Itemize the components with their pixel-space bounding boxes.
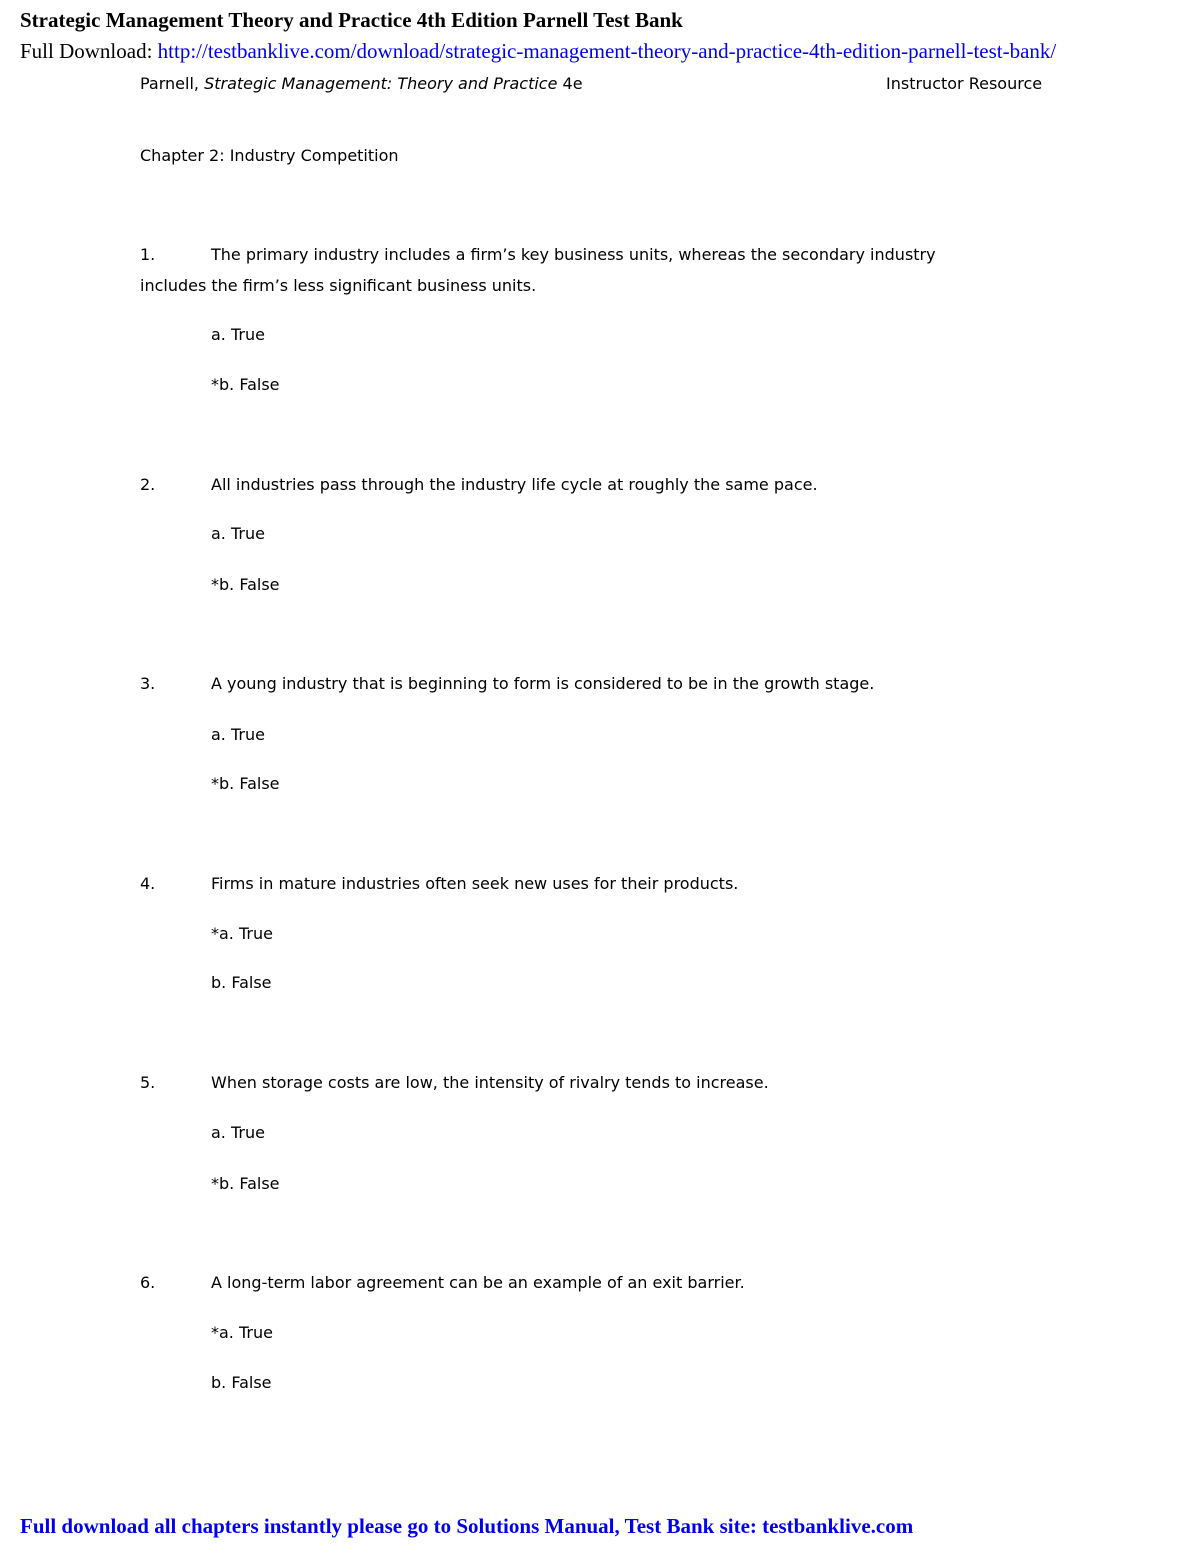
question-number: 1. [140,245,156,264]
download-label: Full Download: [20,39,158,63]
option-a: a. True [211,524,265,543]
running-header-left [140,74,583,93]
question-text: The primary industry includes a firm’s key business units, whereas the secondary industry [211,245,936,264]
chapter-heading: Chapter 2: Industry Competition [140,146,399,165]
question-number: 2. [140,475,156,494]
option-b: *b. False [211,575,280,594]
question-number: 5. [140,1073,156,1092]
question-number: 4. [140,874,156,893]
question-number: 6. [140,1273,156,1292]
option-b: b. False [211,1373,272,1392]
option-b: *b. False [211,774,280,793]
option-b: *b. False [211,1174,280,1193]
question-text: A long-term labor agreement can be an example of an exit barrier. [211,1273,745,1292]
option-a: a. True [211,325,265,344]
question-text: When storage costs are low, the intensity of rivalry tends to increase. [211,1073,769,1092]
option-a: a. True [211,725,265,744]
question-text: A young industry that is beginning to form is considered to be in the growth stage. [211,674,875,693]
document-title: Strategic Management Theory and Practice 4th Edition Parnell Test Bank [20,8,683,32]
running-header-right: Instructor Resource [886,74,1043,93]
running-header-author: Parnell, [140,74,205,93]
question-text: All industries pass through the industry life cycle at roughly the same pace. [211,475,818,494]
option-b: *b. False [211,375,280,394]
question-number: 3. [140,674,156,693]
running-header-book-title: Strategic Management: Theory and Practice [204,74,558,93]
download-link[interactable]: http://testbanklive.com/download/strategic-management-theory-and-practice-4th-edition-parnell-test-bank/ [157,39,1057,63]
option-a: a. True [211,1123,265,1142]
footer-promo-link[interactable]: Full download all chapters instantly please go to Solutions Manual, Test Bank site: testbanklive.com [20,1514,914,1538]
download-line [20,39,1056,64]
running-header-edition: 4e [557,74,583,93]
question-text-continued: includes the firm’s less significant business units. [140,276,537,295]
question-text: Firms in mature industries often seek new uses for their products. [211,874,739,893]
option-a: *a. True [211,1323,273,1342]
option-b: b. False [211,973,272,992]
option-a: *a. True [211,924,273,943]
